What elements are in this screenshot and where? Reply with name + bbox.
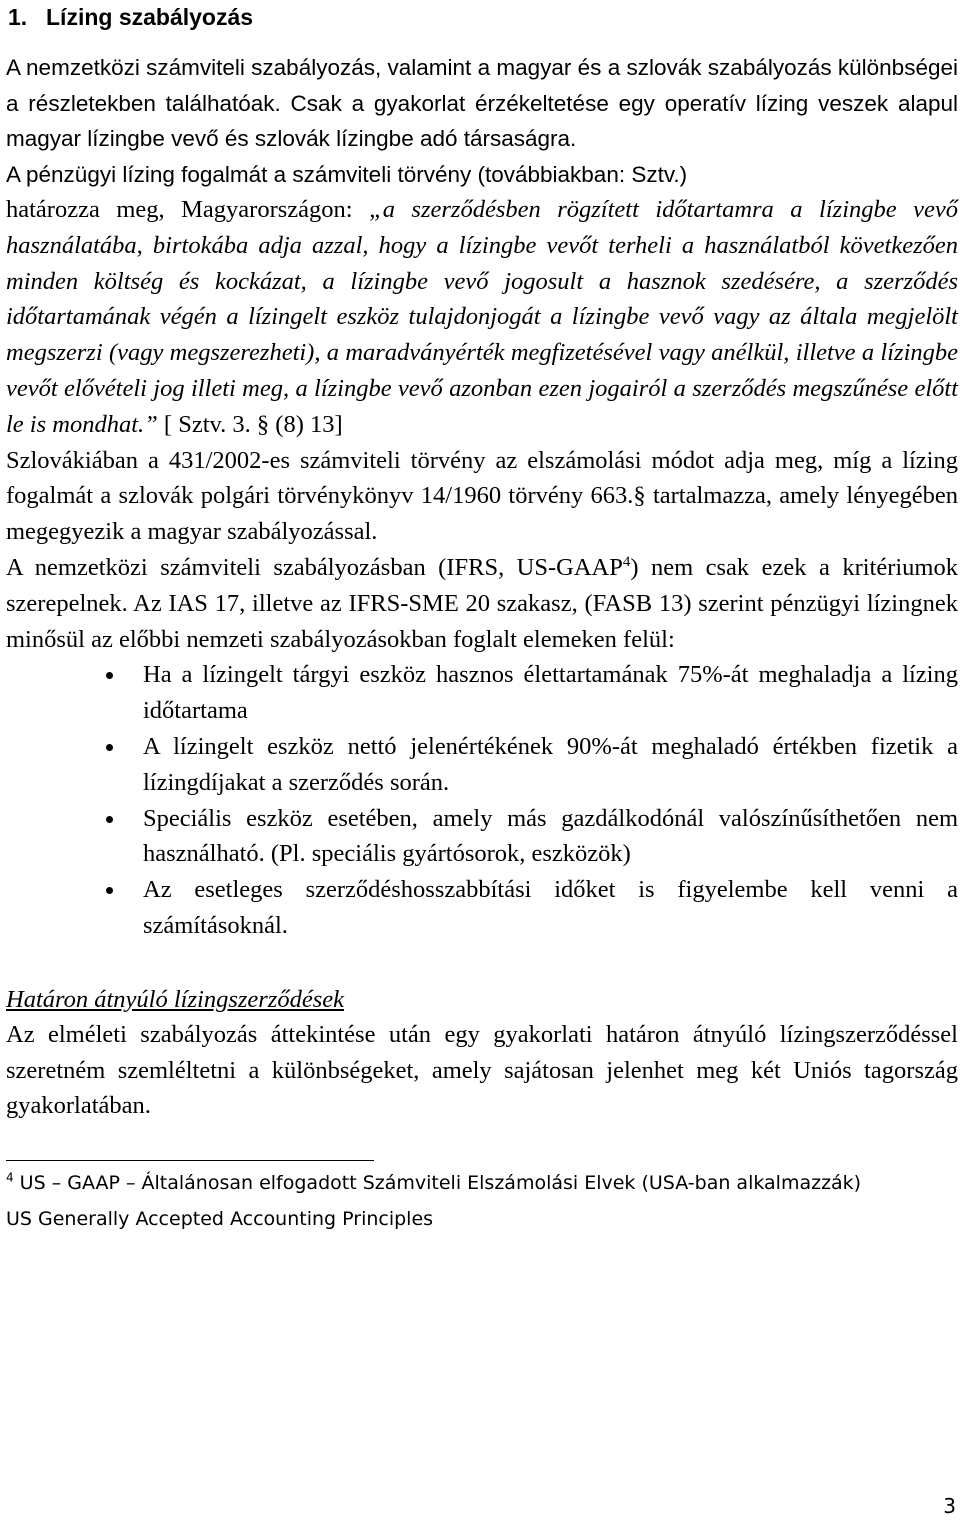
definition-citation: [ Sztv. 3. § (8) 13] [157, 410, 343, 438]
subsection-heading: Határon átnyúló lízingszerződések [6, 985, 344, 1013]
definition-paragraph [6, 192, 958, 443]
section-heading [6, 0, 958, 32]
ifrs-text-before: A nemzetközi számviteli szabályozásban (IFRS, US-GAAP [6, 553, 623, 581]
footnote-reference[interactable]: 4 [622, 553, 631, 570]
bullet-icon [106, 816, 113, 823]
list-item-text: Speciális eszköz esetében, amely más gazdálkodónál valószínűsíthetően nem használható. (Pl. speciális gyártósorok, eszközök) [143, 804, 958, 868]
footnote-line-2: US Generally Accepted Accounting Principles [6, 1208, 434, 1231]
bullet-icon [106, 672, 113, 679]
ifrs-paragraph [6, 550, 958, 657]
definition-intro-line: A pénzügyi lízing fogalmát a számviteli törvény (továbbiakban: Sztv.) [6, 161, 688, 187]
bullet-icon [106, 744, 113, 751]
section-number: 1. [8, 4, 28, 30]
bullet-icon [106, 887, 113, 894]
list-item [6, 657, 958, 729]
list-item [6, 872, 958, 944]
ifrs-text-after: ) nem csak ezek a kritériumok szerepelnek. Az IAS 17, illetve az IFRS-SME 20 szakasz, (FASB 13) szerint pénzügyi lízingnek minősül az előbbi nemzeti szabályozásokban foglalt elemeken felül: [6, 553, 958, 653]
footnote-line-1: US – GAAP – Általánosan elfogadott Számviteli Elszámolási Elvek (USA-ban alkalmazzák) [13, 1172, 862, 1195]
list-item-text: A lízingelt eszköz nettó jelenértékének 90%-át meghaladó értékben fizetik a lízingdíjakat a szerződés során. [143, 732, 958, 796]
list-item [6, 801, 958, 873]
list-item [6, 729, 958, 801]
section-title: Lízing szabályozás [46, 4, 254, 30]
list-item-text: Az esetleges szerződéshosszabbítási időket is figyelembe kell venni a számításoknál. [143, 876, 958, 939]
closing-paragraph: Az elméleti szabályozás áttekintése után egy gyakorlati határon átnyúló lízingszerződéssel szeretném szemléltetni a különbségeket, amely sajátosan jelenhet meg két Uniós tagország gyakorlatában. [6, 1020, 958, 1120]
footnote-number: 4 [6, 1170, 14, 1185]
definition-lead: határozza meg, Magyarországon: [6, 196, 370, 223]
footnote [6, 1165, 958, 1237]
page-number: 3 [943, 1494, 956, 1518]
criteria-list [6, 657, 958, 943]
document-page [6, 0, 958, 1237]
footnote-separator [6, 1160, 374, 1161]
definition-quote: „a szerződésben rögzített időtartamra a lízingbe vevő használatába, birtokába adja azzal, hogy a lízingbe vevőt terheli a használatból következően minden költség és kockázat, a lízingbe vevő jogosult a hasznok szedésére, a szerződés időtartamának végén a lízingelt eszköz tulajdonjogát a lízingbe vevő vagy az általa megjelölt megszerzi (vagy megszerezheti), a maradványérték megfizetésével vagy anélkül, illetve a lízingbe vevőt elővételi jog illeti meg, a lízingbe vevő azonban ezen jogairól a szerződés megszűnése előtt le is mondhat.” [6, 196, 958, 438]
slovak-paragraph: Szlovákiában a 431/2002-es számviteli törvény az elszámolási módot adja meg, míg a lízing fogalmát a szlovák polgári törvénykönyv 14/1960 törvény 663.§ tartalmazza, amely lényegében megegyezik a magyar szabályozással. [6, 446, 958, 546]
intro-paragraph: A nemzetközi számviteli szabályozás, valamint a magyar és a szlovák szabályozás különbségei a részletekben találhatóak. Csak a gyakorlat érzékeltetése egy operatív lízing veszek alapul magyar lízingbe vevő és szlovák lízingbe adó társaságra. [6, 55, 958, 151]
list-item-text: Ha a lízingelt tárgyi eszköz hasznos élettartamának 75%-át meghaladja a lízing időtartama [143, 661, 958, 725]
